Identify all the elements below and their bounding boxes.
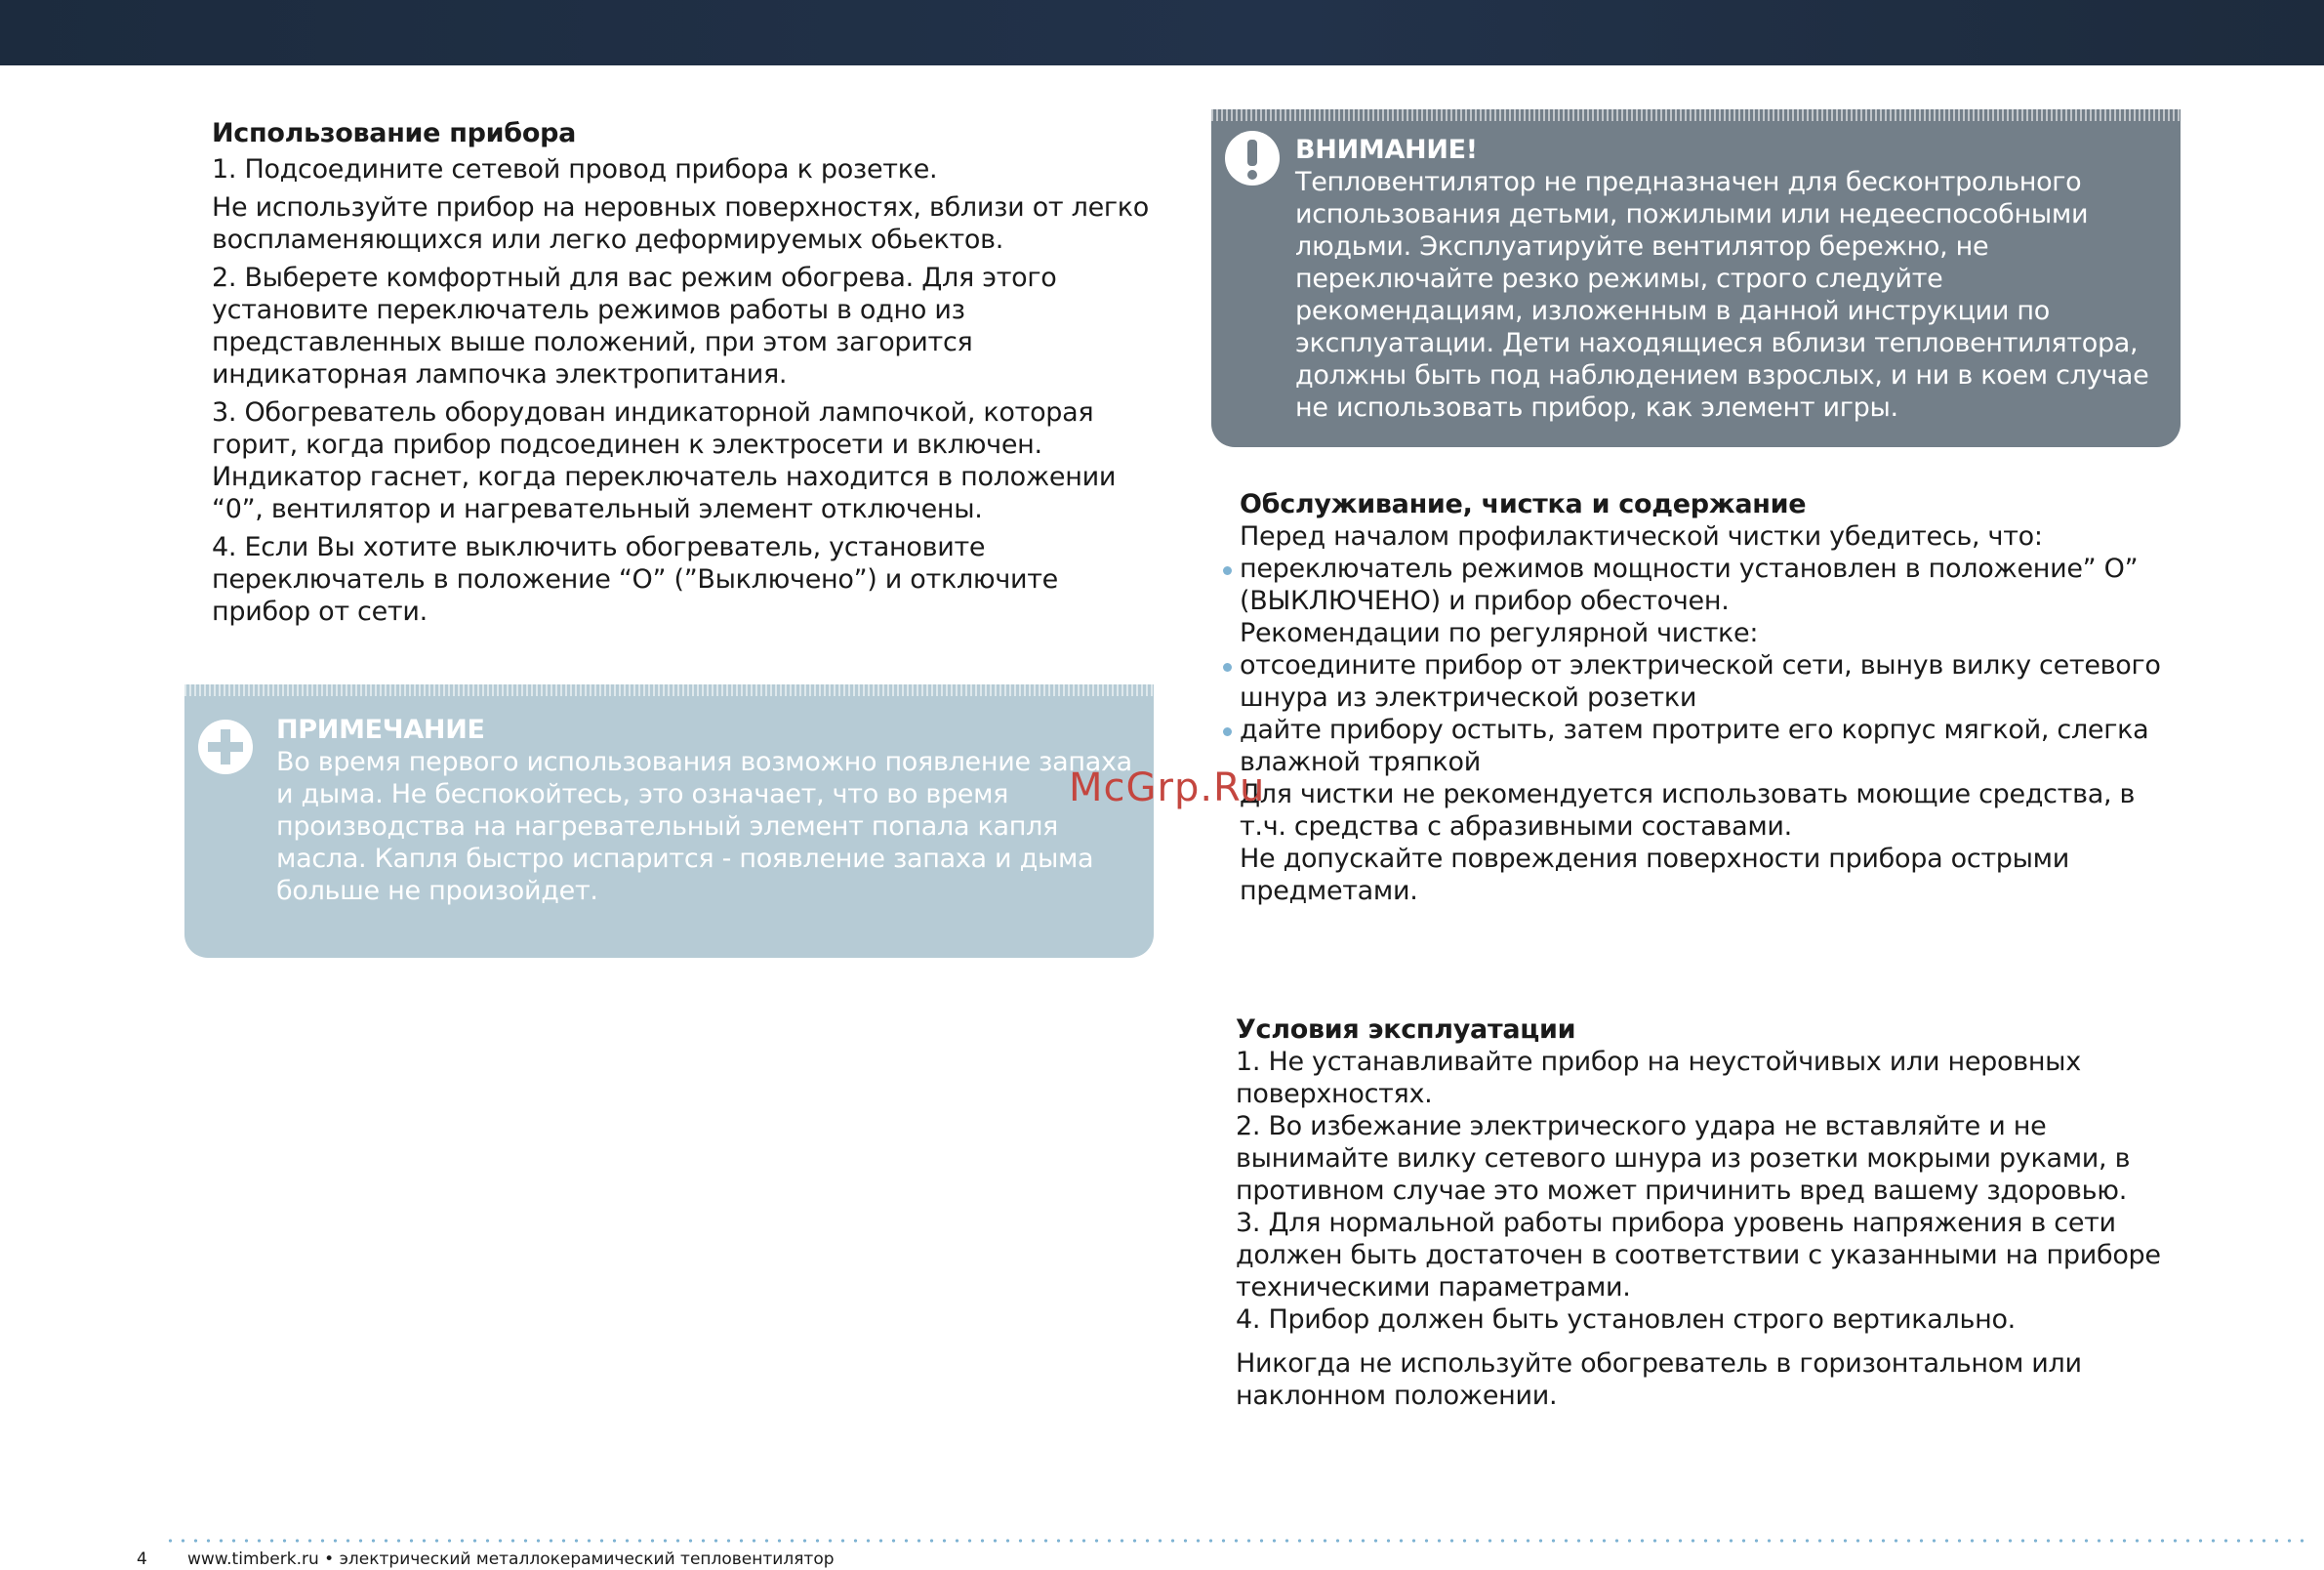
maintenance-intro: Перед началом профилактической чистки убедитесь, что: bbox=[1240, 521, 2043, 552]
warning-box bbox=[1211, 109, 2181, 447]
usage-warning-surface: Не используйте прибор на неровных поверхностях, вблизи от легко воспламеняющихся или легко деформируемых обьектов. bbox=[212, 192, 1150, 255]
conditions-item-1: 1. Не устанавливайте прибор на неустойчивых или неровных поверхностях. bbox=[1236, 1047, 2081, 1109]
conditions-title: Условия эксплуатации bbox=[1236, 1014, 1576, 1045]
header-bar bbox=[0, 0, 2324, 65]
conditions-item-2: 2. Во избежание электрического удара не вставляйте и не вынимайте вилку сетевого шнура из розетки мокрыми руками, в противном случае это может причинить вред вашему здоровью. bbox=[1236, 1111, 2131, 1206]
maintenance-bullet-1: переключатель режимов мощности установлен в положение” О” (ВЫКЛЮЧЕНО) и прибор обесточен. bbox=[1240, 553, 2177, 617]
usage-step-4: 4. Если Вы хотите выключить обогреватель, установите переключатель в положение “О” (”Выключено”) и отключите прибор от сети. bbox=[212, 532, 1058, 627]
warning-text: Тепловентилятор не предназначен для бесконтрольного использования детьми, пожилыми или недееспособными людьми. Эксплуатируйте вентилятор бережно, не переключайте резко режимы, строго следуйте рекомендациям, изложенным в данной инструкции по эксплуатации. Дети находящиеся вблизи тепловентилятора, должны быть под наблюдением взрослых, и ни в коем случае не использовать прибор, как элемент игры. bbox=[1295, 167, 2149, 423]
exclamation-icon bbox=[1225, 131, 1280, 186]
note-title: ПРИМЕЧАНИЕ bbox=[276, 715, 485, 745]
conditions-item-3: 3. Для нормальной работы прибора уровень напряжения в сети должен быть достаточен в соответствии с указанными на приборе техническими параметрами. bbox=[1236, 1208, 2161, 1302]
maintenance-recommendations: Рекомендации по регулярной чистке: bbox=[1240, 618, 1759, 648]
page-number: 4 bbox=[137, 1549, 147, 1569]
warning-title: ВНИМАНИЕ! bbox=[1295, 135, 1478, 165]
hatch-strip bbox=[1211, 109, 2181, 121]
plus-icon bbox=[198, 720, 253, 774]
hatch-strip bbox=[184, 684, 1154, 696]
maintenance-bullet-2: отсоедините прибор от электрической сети, вынув вилку сетевого шнура из электрической розетки bbox=[1240, 649, 2177, 714]
footer-text: www.timberk.ru • электрический металлокерамический тепловентилятор bbox=[187, 1549, 835, 1569]
maintenance-section bbox=[1240, 488, 2177, 907]
watermark: McGrp.Ru bbox=[1069, 765, 1266, 810]
maintenance-title: Обслуживание, чистка и содержание bbox=[1240, 489, 1807, 519]
maintenance-detergents: Для чистки не рекомендуется использовать моющие средства, в т.ч. средства с абразивными составами. bbox=[1240, 779, 2136, 842]
conditions-note: Никогда не используйте обогреватель в горизонтальном или наклонном положении. bbox=[1236, 1348, 2082, 1411]
maintenance-bullet-3: дайте прибору остыть, затем протрите его корпус мягкой, слегка влажной тряпкой bbox=[1240, 714, 2177, 778]
usage-title: Использование прибора bbox=[212, 118, 577, 148]
usage-step-3: 3. Обогреватель оборудован индикаторной лампочкой, которая горит, когда прибор подсоединен к электросети и включен. Индикатор гаснет, когда переключатель находится в положении “0”, вентилятор и нагревательный элемент отключены. bbox=[212, 397, 1117, 524]
footer-dotted-line bbox=[164, 1539, 2311, 1543]
conditions-item-4: 4. Прибор должен быть установлен строго вертикально. bbox=[1236, 1304, 2016, 1335]
maintenance-damage: Не допускайте повреждения поверхности прибора острыми предметами. bbox=[1240, 844, 2069, 906]
usage-step-2: 2. Выберете комфортный для вас режим обогрева. Для этого установите переключатель режимов работы в одно из представленных выше положений, при этом загорится индикаторная лампочка электропитания. bbox=[212, 263, 1057, 390]
usage-section bbox=[212, 117, 1159, 634]
note-text: Во время первого использования возможно появление запаха и дыма. Не беспокойтесь, это означает, что во время производства на нагревательный элемент попала капля масла. Капля быстро испарится - появление запаха и дыма больше не произойдет. bbox=[276, 747, 1132, 906]
conditions-section bbox=[1236, 1013, 2173, 1412]
note-box bbox=[184, 684, 1154, 958]
usage-step-1: 1. Подсоедините сетевой провод прибора к розетке. bbox=[212, 154, 938, 185]
